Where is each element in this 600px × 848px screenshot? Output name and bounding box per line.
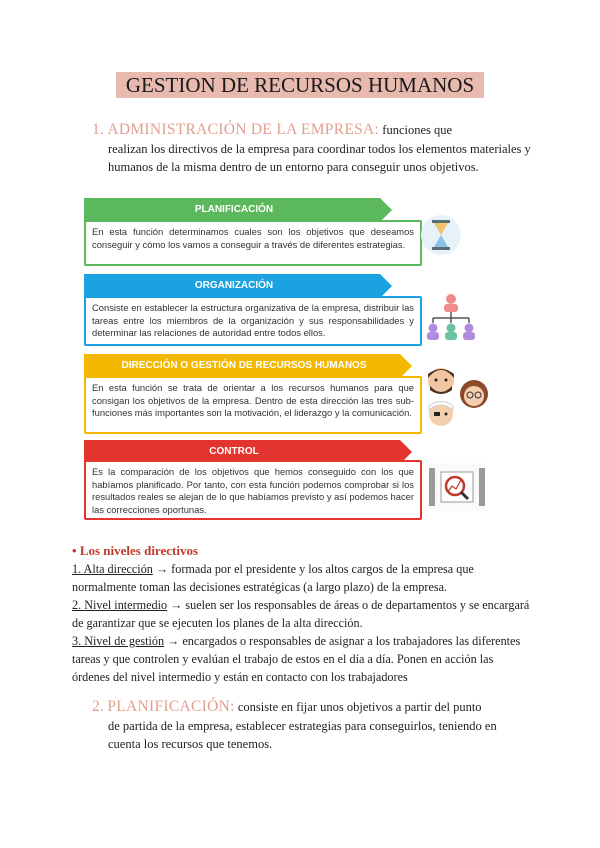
- card-planificacion: [84, 220, 422, 266]
- level-label: 1. Alta dirección: [72, 562, 153, 576]
- levels-heading: • Los niveles directivos: [72, 543, 199, 558]
- section-heading: ADMINISTRACIÓN DE LA EMPRESA:: [107, 121, 380, 138]
- card-text-control: Es la comparación de los objetivos que hemos conseguido con los que habíamos planificado. Por tanto, con esta función podemos comprobar si los resultados reales se alejan de lo que habíamos previsto y así podemos hacer las correcciones oportunas.: [92, 466, 414, 515]
- level-text: → suelen ser los responsables de áreas o de departamentos y se encargará de garantizar que se ejecuten los planes de la alta dirección.: [72, 598, 530, 630]
- org-chart-icon: [424, 292, 478, 344]
- card-label-direccion: DIRECCIÓN O GESTIÓN DE RECURSOS HUMANOS: [121, 360, 367, 371]
- levels-heading-text: Los niveles directivos: [79, 543, 199, 558]
- level-label: 3. Nivel de gestión: [72, 634, 165, 648]
- card-label-organizacion: ORGANIZACIÓN: [194, 280, 274, 291]
- levels-section: [72, 542, 532, 686]
- level-text: → encargados o responsables de asignar a los trabajadores las diferentes tareas y que controlen y evalúan el trabajo de estos en el día a día. Ponen en acción las órdenes del nivel intermedio y están en contacto con los trabajadores: [72, 634, 521, 684]
- card-control: [84, 460, 422, 520]
- section-number: 1.: [92, 121, 105, 138]
- level-label: 2. Nivel intermedio: [72, 598, 168, 612]
- section-number: 2.: [92, 698, 105, 715]
- magnifier-chart-icon: [428, 462, 486, 512]
- section-text-inline: funciones que: [382, 123, 453, 137]
- level-text: → formada por el presidente y los altos cargos de la empresa que normalmente toman las decisiones estratégicas (a largo plazo) de la empresa.: [72, 562, 474, 594]
- hourglass-icon: [420, 212, 462, 258]
- card-organizacion: [84, 296, 422, 346]
- section-text-inline: consiste en fijar unos objetivos a partir del punto: [237, 700, 482, 714]
- card-text-direccion: En esta función se trata de orientar a los recursos humanos para que consigan los objetivos de la empresa. Dentro de esta dirección las tres sub-funciones más importantes son la motivación, el liderazgo y la comunicación.: [92, 382, 414, 419]
- level-item: [72, 596, 532, 632]
- level-item: [72, 560, 532, 596]
- level-item: [72, 632, 532, 686]
- section-heading: PLANIFICACIÓN:: [107, 698, 235, 715]
- section-text: realizan los directivos de la empresa para coordinar todos los elementos materiales y humanos de la misma dentro de un entorno para conseguir unos objetivos.: [108, 141, 531, 174]
- page-title: GESTION DE RECURSOS HUMANOS: [116, 72, 484, 98]
- card-text-organizacion: Consiste en establecer la estructura organizativa de la empresa, distribuir las tareas entre los miembros de la organización y sus responsabilidades y determinar las relaciones de autoridad entre todos ellos.: [92, 302, 414, 339]
- card-direccion: [84, 376, 422, 434]
- card-text-planificacion: En esta función determinamos cuales son los objetivos que deseamos conseguir y cómo los vamos a conseguir a través de diferentes estrategias.: [92, 226, 414, 250]
- section-administracion: [92, 121, 532, 177]
- section-text: de partida de la empresa, establecer estrategias para conseguirlos, teniendo en cuenta los recursos que tenemos.: [108, 718, 497, 751]
- people-faces-icon: [424, 364, 494, 432]
- section-planificacion: [92, 698, 532, 754]
- card-label-control: CONTROL: [209, 446, 259, 457]
- card-label-planificacion: PLANIFICACIÓN: [194, 204, 274, 215]
